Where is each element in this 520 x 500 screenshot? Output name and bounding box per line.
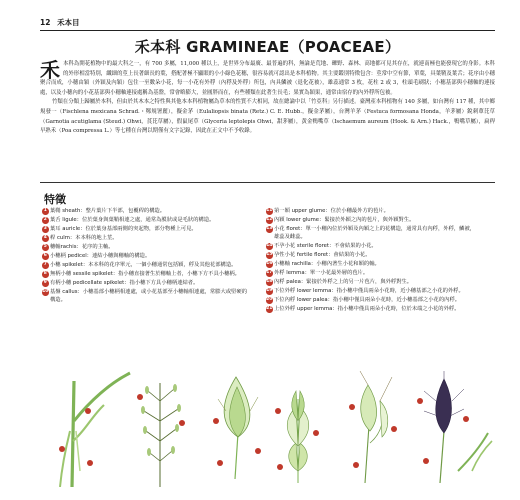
feature-item: 3 葉耳 auricle：位於葉身基部兩側的突起物，部分物種上可見。	[43, 226, 197, 232]
feature-item: 17 外稃 lemma：單一小花最外層的苞片。	[266, 270, 369, 277]
feature-item: 10 基盤 callus：小穗基部小穗柄相連處，或小花基部至小穗軸相連處，常膨大或堅硬的構造。	[42, 289, 247, 304]
dissected-spikelet-figure	[287, 391, 309, 483]
feature-item: 19 下位外稃 lower lemma：指小穗中僅具兩朵小花時，近小穗基部之小花的外稃。	[266, 288, 464, 295]
feature-item: 2 葉舌 ligule：位於葉身與葉鞘相連之處，通常為膜狀或是毛狀的構造。	[43, 217, 215, 223]
features-left-column	[42, 207, 252, 305]
awned-spike-figure	[424, 371, 492, 483]
book-page	[40, 16, 495, 486]
panicle-figure	[141, 383, 181, 487]
features-heading: 特徵	[44, 193, 66, 206]
family-title: 禾本科 GRAMINEAE（POACEAE）	[134, 38, 401, 56]
intro-text	[40, 60, 495, 137]
section-name: 禾本目	[57, 18, 80, 27]
feature-item: 5 穗軸rachis：花序的主軸。	[43, 244, 114, 250]
feature-item: 4 稈 culm：本本科的地上莖。	[43, 235, 118, 241]
spikelet-figure	[218, 377, 258, 479]
feature-item: 8 無柄小穗 sessile spikelet：指小穗直接著生於穗軸上者，小穗下方不具小穗柄。	[43, 271, 240, 277]
callout-markers	[59, 394, 469, 470]
page-number: 12	[40, 18, 51, 27]
feature-item: 15 孕性小花 fertile floret：會結果的小花。	[266, 252, 371, 259]
intro-paragraph-1: 禾本科為開花植物中的最大科之一，有 700 多屬，11,000 種以上，是世界分布最廣、最普遍的科，無論是荒地、礫野、森林、高地都可見其存在，就連南極也能發現它的身影。本科的外形相當特別，纖細的莖上長著細長的葉，搭配著極不顯眼的小小綠色花穗，很容易就可認出是本科植物。其主要鑑別特徵包含：莖常中空有節，單葉，具葉鞘及葉舌；花序由小穗聚合而成，小穗由穎（外穎及內穎）包住一至數朵小花，每一小花有外稃（內稃及外稃）所包，內具鱗被（退化花被），雄蕊通常 3 枚，花柱 2 或 3，柱頭毛刷狀；小穗基部與小穗軸的連接處，以及小穗內的小花基部與小穗軸連接處稱為基盤，常會略膨大，並圓胖而在，有些種類在此著生長毛；果實為穎果，通常由宿存的內外稃所包被。	[40, 58, 495, 96]
feature-item: 7 小穗 spikelet：本本科的花序單元，一個小穗通常包括穎，稃及其他花部構造。	[43, 262, 237, 268]
feature-item: 18 內稃 palea：緊接於外稃之上的另一片苞片，與外稃對生。	[266, 279, 413, 286]
intro-paragraph-2: 竹類在分類上歸屬於本科，但由於其木本之特性與其他本本科植物屬為草本的性質不大相同，故在總論中以「竹亞科」另行描述。臺灣產本科植物有 140 多屬，如台灣有 117 種，其中鄉規發一（Fischlena mexicana Schrad.・鄭規署麗），擬金茅（Eulaliopsis binata (Retz.) C. E. Hubb.，擬金茅屬），台灣羊茅（Festuca formosana Honda，羊茅屬）銳刺蕈芘草（Garnotia acutiglama (Steud.) Ohwi，莨芘草屬），假鼠尾草（Glyceria leptolepis Ohwi，甜茅屬），黃金鴨嘴草（Ischaemum aureum (Hook. & Arn.) Hack.，鴨嘴草屬），扁稈早熟禾（Poa compressa L.）等七種在台灣以期僅有文字記錄，因此在正文中不予收錄。	[40, 99, 495, 135]
feature-item: 1 葉鞘 sheath：整片葉片下半部，包覆稈的構造。	[43, 208, 166, 214]
feature-item: 20 下位內稃 lower palea：指小穗中僅具兩朵小花時，近小穗基部之小花的內稃。	[266, 297, 461, 304]
feature-item: 9 有柄小穗 pedicellate spikelet：指小穗下方具小穗柄連結者。	[43, 280, 199, 286]
feature-item: 14 不孕小花 sterile floret：不會結果的小花。	[266, 243, 377, 250]
culm-leaf-figure	[60, 373, 130, 487]
feature-item: 21 上位外稃 upper lemma：指小穗中僅具兩朵小花時，位於末端之小花的外稃。	[266, 306, 460, 313]
feature-item: 6 小穗柄 pedicel：連結小穗與穗軸的構造。	[43, 253, 151, 259]
page-header	[40, 16, 495, 31]
drop-cap: 禾	[40, 58, 60, 82]
feature-item: 13 小花 floret：單一小穗內位於外穎及內穎之上的花構造，通常具有內稃，外稃，鱗被，雄蕊及雌蕊。	[266, 226, 476, 241]
features-section	[40, 182, 495, 487]
feature-item: 16 小穗軸 rachilla：小穗內著生小花和穎的軸。	[266, 261, 380, 268]
grass-anatomy-illustration	[40, 371, 495, 487]
feature-item: 12 內穎 lower glume：緊接於外穎之內的苞片，與外穎對生。	[266, 217, 415, 223]
feature-item: 11 第一穎 upper glume：位於小穗最外方的苞片。	[266, 208, 389, 214]
paired-spikelet-figure	[360, 371, 392, 483]
features-right-column	[266, 207, 476, 314]
